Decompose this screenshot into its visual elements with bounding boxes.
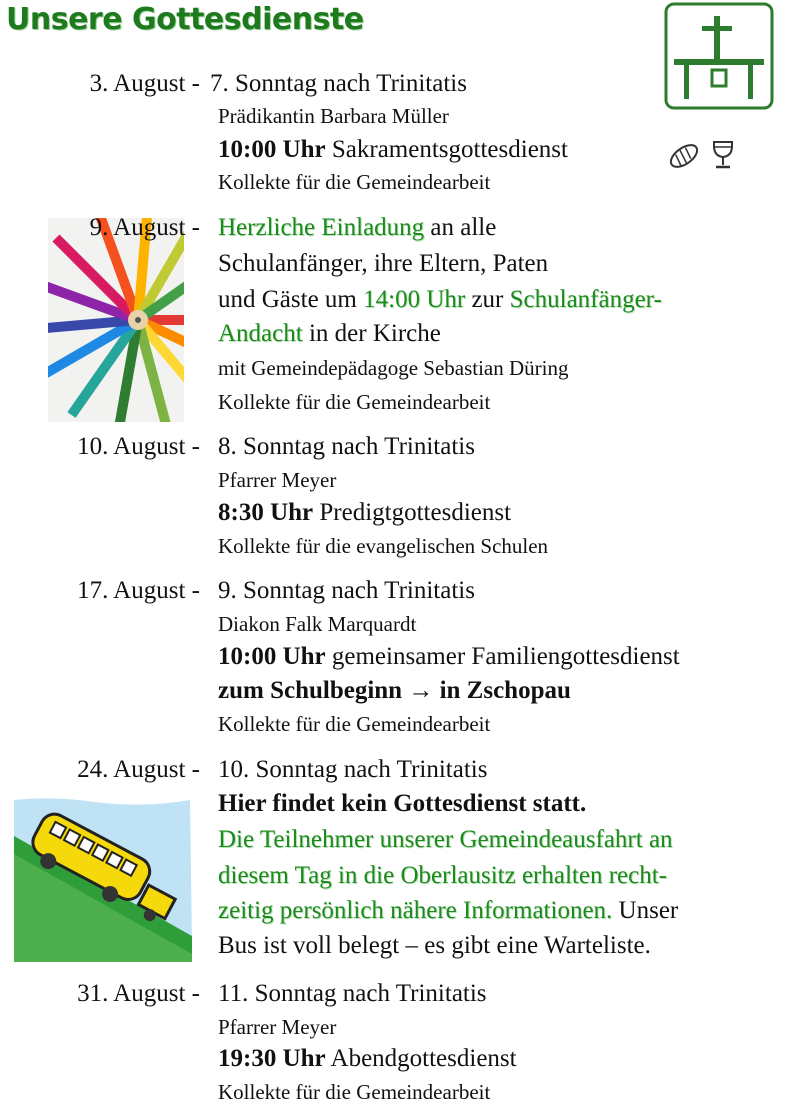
service-type: gemeinsamer Familiengottesdienst [331,643,680,670]
service-leader: Diakon Falk Marquardt [218,612,417,636]
service-offering: Kollekte für die Gemeindearbeit [218,170,491,194]
service-sunday: 8. Sonntag nach Trinitatis [218,433,475,460]
invite-line-3 [218,286,662,314]
service-date: 31. August - [77,980,200,1007]
service-leader: Pfarrer Meyer [218,468,337,492]
service-offering: Kollekte für die Gemeindearbeit [218,712,491,736]
invite-event: Andacht [218,320,303,347]
service-type: Predigtgottesdienst [319,499,512,526]
service-sunday: 7. Sonntag nach Trinitatis [210,70,467,97]
trip-info-green: zeitig persönlich nähere Informationen. [218,897,613,924]
invite-text: in der Kirche [302,320,441,347]
service-time-line [218,643,680,671]
service-offering: Kollekte für die evangelischen Schulen [218,534,549,558]
invite-text: und Gäste um [218,286,364,313]
invite-event: Schulanfänger- [509,286,662,313]
service-date: 17. August - [77,577,200,604]
service-date: 3. August - [89,70,200,97]
service-leader: Pfarrer Meyer [218,1015,337,1039]
service-time: 10:00 Uhr [218,136,326,163]
service-sunday: 9. Sonntag nach Trinitatis [218,577,475,604]
service-sunday: 11. Sonntag nach Trinitatis [218,980,487,1007]
service-type: Sakramentsgottesdienst [331,136,568,163]
invite-time: 14:00 Uhr [363,286,466,313]
service-time: 10:00 Uhr [218,643,326,670]
service-time-line [218,1045,517,1073]
service-time: 8:30 Uhr [218,499,314,526]
service-offering: Kollekte für die Gemeindearbeit [218,1080,491,1104]
service-date: 10. August - [77,433,200,460]
service-time-line [218,136,568,164]
service-leader: Prädikantin Barbara Müller [218,104,449,128]
invite-line-4 [218,320,441,348]
page-title: Unsere Gottesdienste [6,2,364,37]
invite-text: zur [465,286,510,313]
service-offering: Kollekte für die Gemeindearbeit [218,390,491,414]
service-time-line [218,499,511,527]
trip-info-text: Unser [612,897,679,924]
service-date: 24. August - [77,756,200,783]
altar-cross-logo [664,2,774,110]
service-type: Abendgottesdienst [330,1045,517,1072]
service-date: 9. August - [89,214,200,241]
service-sunday: 10. Sonntag nach Trinitatis [218,756,488,783]
bread-and-chalice-icon [668,138,738,170]
invite-highlight: Herzliche Einladung [218,214,425,241]
colored-pencils-image [48,218,184,422]
invite-line-1 [218,214,496,242]
invite-line-2: Schulanfänger, ihre Eltern, Paten [218,250,549,277]
bus-illustration [14,796,194,962]
service-notice: Hier findet kein Gottesdienst statt. [218,790,587,817]
service-time: 19:30 Uhr [218,1045,326,1072]
service-leader: mit Gemeindepädagoge Sebastian Düring [218,356,569,380]
trip-info-line: Bus ist voll belegt – es gibt eine Warteliste. [218,932,651,959]
invite-rest: an alle [424,214,497,241]
trip-info-line: Die Teilnehmer unserer Gemeindeausfahrt an [218,826,673,853]
trip-info-line [218,897,678,925]
service-note: zum Schulbeginn → in Zschopau [218,677,571,704]
trip-info-line: diesem Tag in die Oberlausitz erhalten recht- [218,862,667,889]
